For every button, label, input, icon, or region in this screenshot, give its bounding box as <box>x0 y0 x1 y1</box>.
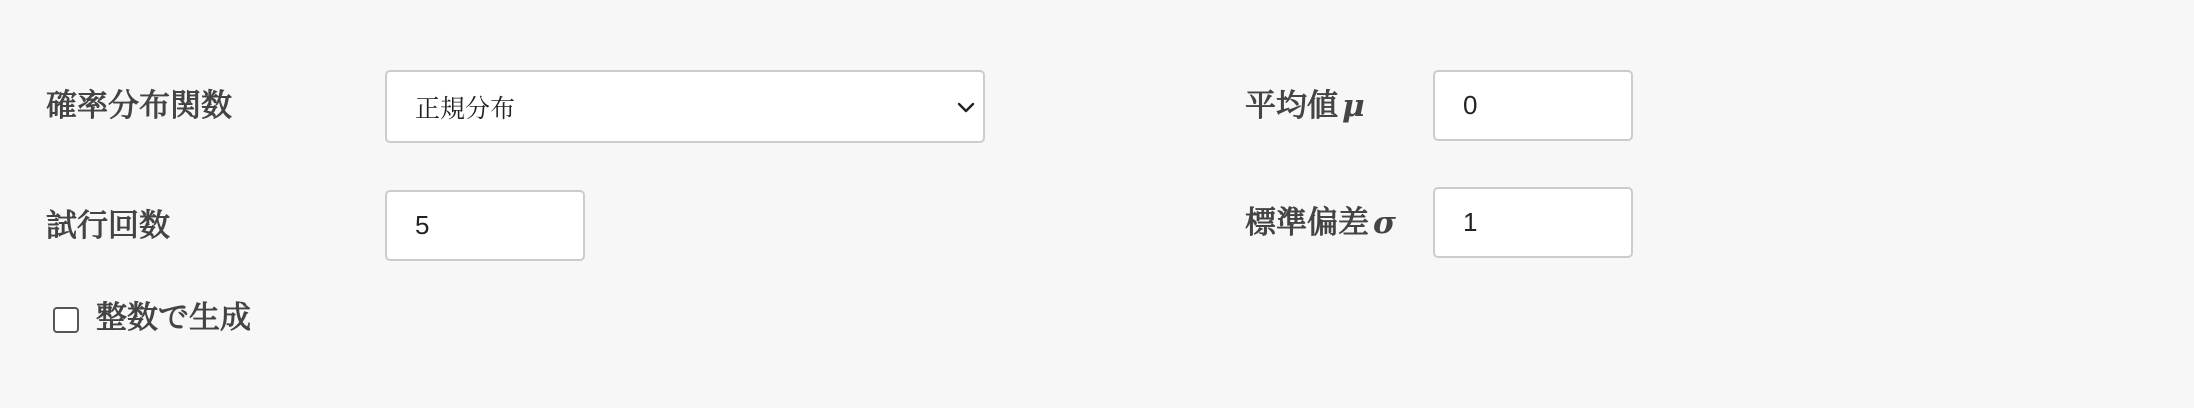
trials-label <box>46 208 170 244</box>
stddev-input[interactable] <box>1433 187 1633 258</box>
stddev-label <box>1245 205 1396 241</box>
distribution-label-text: 確率分布関数 <box>46 88 232 124</box>
mu-symbol: μ <box>1342 88 1365 124</box>
trials-label-text: 試行回数 <box>46 208 170 244</box>
mean-input[interactable] <box>1433 70 1633 141</box>
mean-label-text: 平均値 <box>1245 88 1338 124</box>
integer-checkbox[interactable] <box>53 307 79 333</box>
chevron-down-icon <box>955 96 977 118</box>
distribution-select[interactable] <box>385 70 985 143</box>
trials-input[interactable] <box>385 190 585 261</box>
sigma-symbol: σ <box>1373 205 1396 241</box>
integer-checkbox-label-text: 整数で生成 <box>96 300 251 336</box>
stddev-label-text: 標準偏差 <box>1245 205 1369 241</box>
mean-label <box>1245 88 1365 124</box>
integer-checkbox-label[interactable] <box>96 300 251 336</box>
distribution-selected-value: 正規分布 <box>415 93 516 123</box>
distribution-label <box>46 88 232 124</box>
